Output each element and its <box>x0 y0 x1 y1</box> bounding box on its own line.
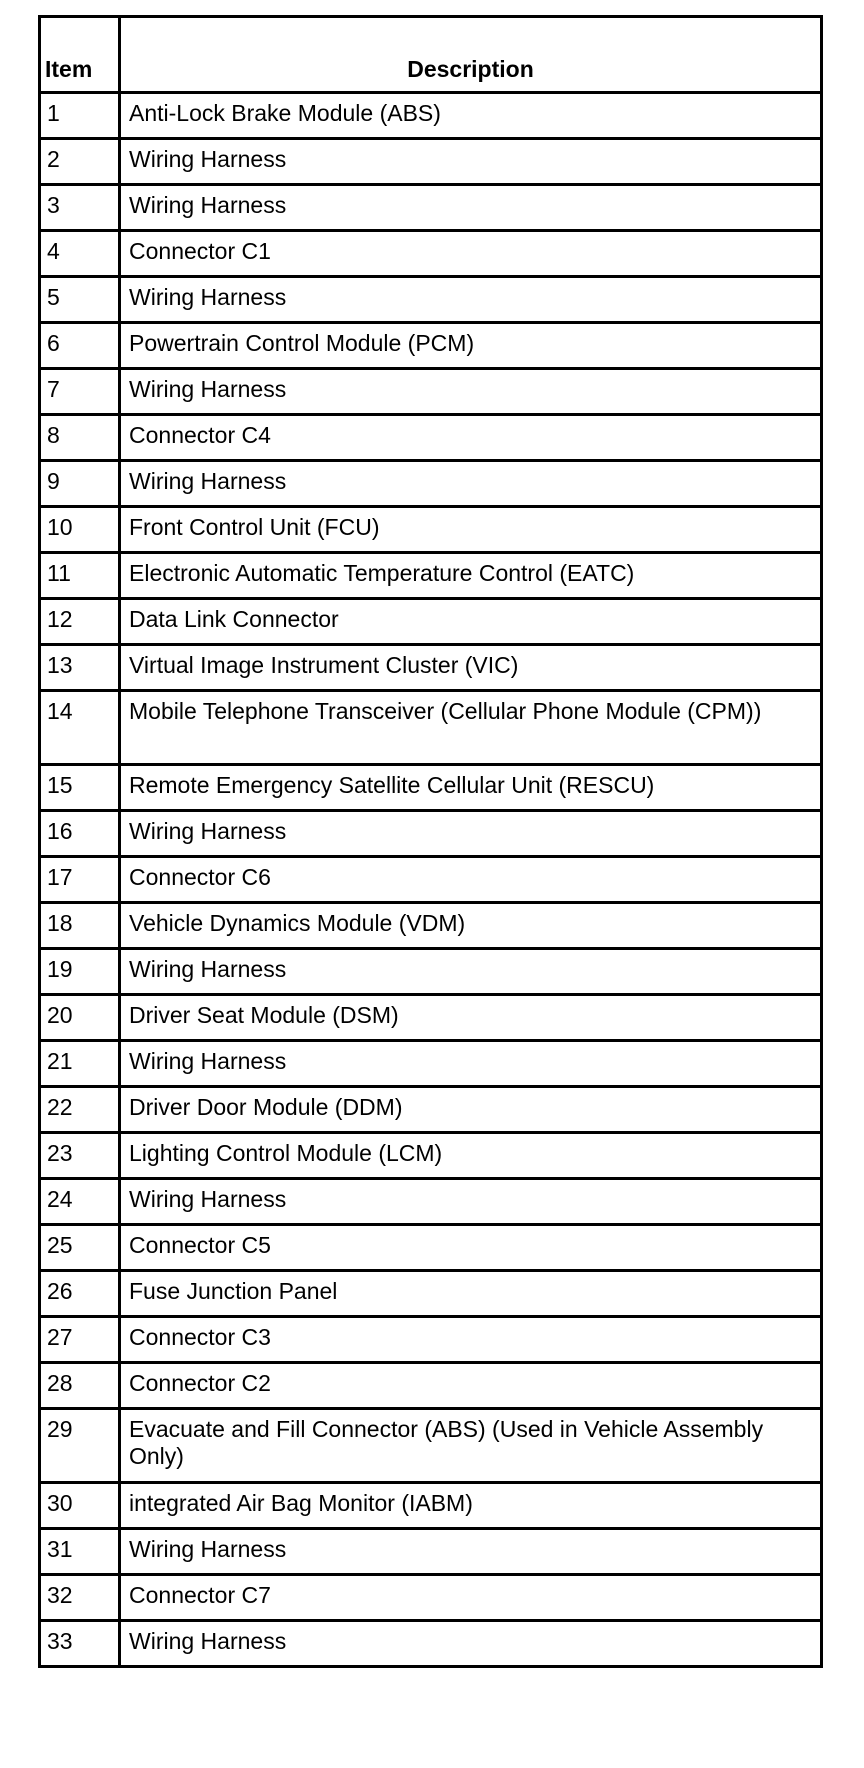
cell-description: Anti-Lock Brake Module (ABS) <box>120 93 822 139</box>
cell-description: Connector C6 <box>120 857 822 903</box>
header-item: Item <box>40 17 120 93</box>
header-description: Description <box>120 17 822 93</box>
table-row <box>40 949 822 995</box>
cell-item-number: 6 <box>40 323 120 369</box>
cell-item-number: 7 <box>40 369 120 415</box>
table-row <box>40 1087 822 1133</box>
component-table <box>38 15 823 1668</box>
cell-item-number: 27 <box>40 1317 120 1363</box>
cell-item-number: 13 <box>40 645 120 691</box>
table-row <box>40 1317 822 1363</box>
cell-item-number: 1 <box>40 93 120 139</box>
cell-description: Wiring Harness <box>120 369 822 415</box>
cell-item-number: 28 <box>40 1363 120 1409</box>
cell-item-number: 29 <box>40 1409 120 1483</box>
cell-description: Wiring Harness <box>120 811 822 857</box>
cell-description: Wiring Harness <box>120 1621 822 1667</box>
table-row <box>40 553 822 599</box>
cell-description: Wiring Harness <box>120 139 822 185</box>
cell-description: Connector C5 <box>120 1225 822 1271</box>
table-row <box>40 231 822 277</box>
table-header <box>40 17 822 93</box>
table-row <box>40 1483 822 1529</box>
header-row <box>40 17 822 93</box>
cell-item-number: 11 <box>40 553 120 599</box>
cell-item-number: 15 <box>40 765 120 811</box>
table-row <box>40 185 822 231</box>
cell-description: Fuse Junction Panel <box>120 1271 822 1317</box>
cell-item-number: 25 <box>40 1225 120 1271</box>
cell-description: Wiring Harness <box>120 461 822 507</box>
cell-item-number: 3 <box>40 185 120 231</box>
table-row <box>40 1363 822 1409</box>
table-row <box>40 415 822 461</box>
table-row <box>40 369 822 415</box>
cell-description: Wiring Harness <box>120 1529 822 1575</box>
cell-item-number: 2 <box>40 139 120 185</box>
cell-description: Lighting Control Module (LCM) <box>120 1133 822 1179</box>
cell-item-number: 30 <box>40 1483 120 1529</box>
cell-description: Remote Emergency Satellite Cellular Unit (RESCU) <box>120 765 822 811</box>
table-row <box>40 1271 822 1317</box>
cell-item-number: 17 <box>40 857 120 903</box>
cell-item-number: 21 <box>40 1041 120 1087</box>
table-row <box>40 691 822 765</box>
table-row <box>40 811 822 857</box>
cell-item-number: 22 <box>40 1087 120 1133</box>
cell-description: Electronic Automatic Temperature Control (EATC) <box>120 553 822 599</box>
table-row <box>40 1133 822 1179</box>
cell-item-number: 4 <box>40 231 120 277</box>
cell-item-number: 10 <box>40 507 120 553</box>
table-row <box>40 461 822 507</box>
cell-item-number: 32 <box>40 1575 120 1621</box>
cell-description: Driver Seat Module (DSM) <box>120 995 822 1041</box>
cell-item-number: 8 <box>40 415 120 461</box>
cell-description: Virtual Image Instrument Cluster (VIC) <box>120 645 822 691</box>
cell-description: Connector C3 <box>120 1317 822 1363</box>
table-row <box>40 599 822 645</box>
table-row <box>40 1529 822 1575</box>
table-row <box>40 1041 822 1087</box>
cell-description: Powertrain Control Module (PCM) <box>120 323 822 369</box>
cell-item-number: 9 <box>40 461 120 507</box>
table-body <box>40 93 822 1667</box>
table-row <box>40 857 822 903</box>
cell-description: Connector C4 <box>120 415 822 461</box>
table-row <box>40 93 822 139</box>
table-row <box>40 903 822 949</box>
table-row <box>40 1179 822 1225</box>
cell-item-number: 19 <box>40 949 120 995</box>
cell-item-number: 23 <box>40 1133 120 1179</box>
cell-item-number: 24 <box>40 1179 120 1225</box>
cell-description: Connector C2 <box>120 1363 822 1409</box>
table-row <box>40 507 822 553</box>
cell-item-number: 12 <box>40 599 120 645</box>
table-row <box>40 765 822 811</box>
cell-item-number: 14 <box>40 691 120 765</box>
table-row <box>40 645 822 691</box>
cell-description: Data Link Connector <box>120 599 822 645</box>
cell-item-number: 33 <box>40 1621 120 1667</box>
cell-item-number: 16 <box>40 811 120 857</box>
table-row <box>40 1409 822 1483</box>
cell-description: Mobile Telephone Transceiver (Cellular Phone Module (CPM)) <box>120 691 822 765</box>
table-row <box>40 1575 822 1621</box>
table-row <box>40 323 822 369</box>
cell-description: Front Control Unit (FCU) <box>120 507 822 553</box>
cell-description: Wiring Harness <box>120 1041 822 1087</box>
table-row <box>40 277 822 323</box>
cell-description: Wiring Harness <box>120 185 822 231</box>
cell-description: Wiring Harness <box>120 1179 822 1225</box>
cell-description: Connector C7 <box>120 1575 822 1621</box>
cell-description: Connector C1 <box>120 231 822 277</box>
cell-description: Vehicle Dynamics Module (VDM) <box>120 903 822 949</box>
cell-description: Driver Door Module (DDM) <box>120 1087 822 1133</box>
cell-item-number: 18 <box>40 903 120 949</box>
cell-item-number: 20 <box>40 995 120 1041</box>
cell-item-number: 26 <box>40 1271 120 1317</box>
cell-description: Wiring Harness <box>120 949 822 995</box>
cell-description: integrated Air Bag Monitor (IABM) <box>120 1483 822 1529</box>
table-row <box>40 139 822 185</box>
cell-item-number: 5 <box>40 277 120 323</box>
cell-description: Wiring Harness <box>120 277 822 323</box>
cell-item-number: 31 <box>40 1529 120 1575</box>
component-table-container <box>38 15 820 1668</box>
table-row <box>40 1225 822 1271</box>
table-row <box>40 1621 822 1667</box>
table-row <box>40 995 822 1041</box>
cell-description: Evacuate and Fill Connector (ABS) (Used in Vehicle Assembly Only) <box>120 1409 822 1483</box>
